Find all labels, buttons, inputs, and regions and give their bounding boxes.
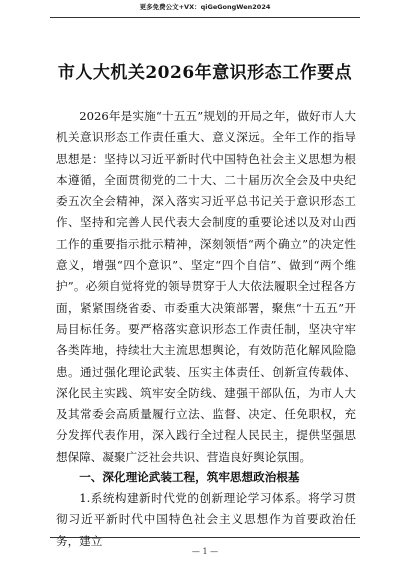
body-paragraph-1: 2026年是实施“十五五”规划的开局之年，做好市人大机关意识形态工作责任重大、意义深远。全年工作的指导思想是：坚持以习近平新时代中国特色社会主义思想为根本遵循，全面贯彻党的二十大、二十届历次全会及中央纪委五次全会精神，深入落实习近平总书记关于意识形态工作、坚持和完善人民代表大会制度的重要论述以及对山西工作的重要指示批示精神，深刻领悟“两个确立”的决定性意义，增强“四个意识”、坚定“四个自信”、做到“两个维护”。必须自觉将党的领导贯穿于人大依法履职全过程各方面，紧紧围绕省委、市委重大决策部署，聚焦“十五五”开局目标任务。要严格落实意识形态工作责任制，坚决守牢各类阵地，持续壮大主流思想舆论，有效防范化解风险隐患。通过强化理论武装、压实主体责任、创新宣传载体、深化民主实践、筑牢安全防线、建强干部队伍，为市人大及其常委会高质量履行立法、监督、决定、任免职权，充分发挥代表作用，深入践行全过程人民民主，提供坚强思想保障、凝聚广泛社会共识、营造良好舆论氛围。 [56, 109, 356, 464]
section-heading-1: 一、深化理论武装工程，筑牢思想政治根基 [79, 470, 300, 484]
document-title: 市人大机关2026年意识形态工作要点 [57, 63, 353, 83]
header-banner: 更多免费公文+VX：qiGeGongWen2024 [139, 3, 271, 11]
page-number: — 1 — [191, 547, 219, 556]
header-rule [50, 17, 360, 18]
footer-rule [50, 537, 360, 538]
body-paragraph-2: 1.系统构建新时代党的创新理论学习体系。将学习贯彻习近平新时代中国特色社会主义思想作为首要政治任务，建立 [56, 491, 356, 548]
